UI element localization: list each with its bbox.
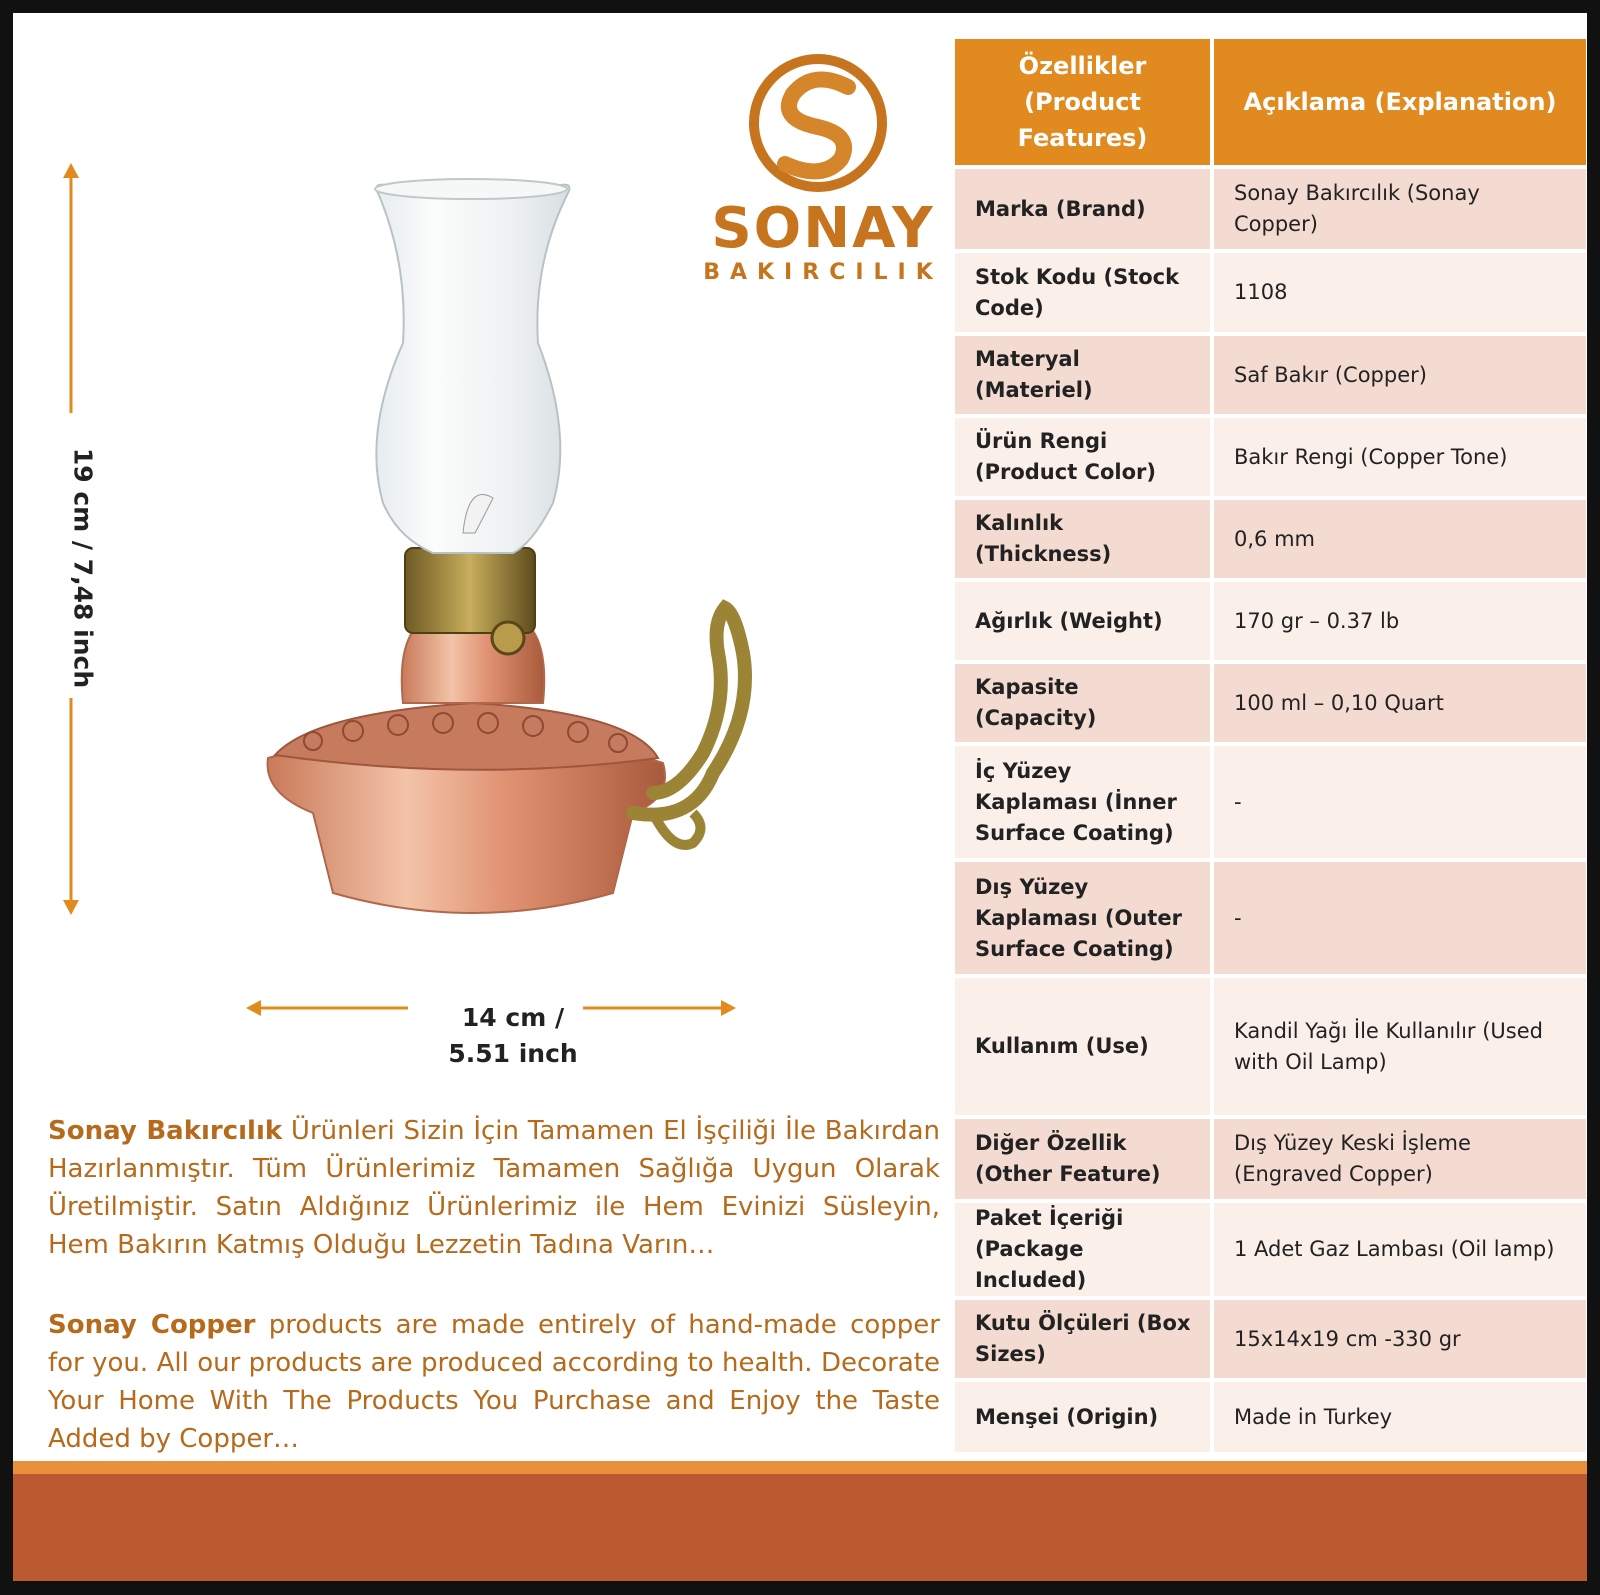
- table-row: [955, 858, 1586, 974]
- table-row: [955, 974, 1586, 1115]
- table-row: [955, 332, 1586, 414]
- header-explanation: Açıklama (Explanation): [1214, 39, 1586, 165]
- table-row: [955, 249, 1586, 332]
- table-row: [955, 742, 1586, 858]
- height-dimension-label: 19 cm / 7,48 inch: [68, 447, 98, 689]
- table-row: [955, 1199, 1586, 1296]
- row-key: Kapasite (Capacity): [955, 660, 1214, 742]
- table-row: [955, 578, 1586, 660]
- table-row: [955, 165, 1586, 249]
- row-value: Dış Yüzey Keski İşleme (Engraved Copper): [1214, 1115, 1586, 1199]
- brand-logo: [703, 49, 943, 289]
- description-text-en: products are made entirely of hand-made copper for you. All our products are produced according to health. Decorate Your Home With The Products You Purchase and Enjoy the Taste Added by Copper…: [48, 1310, 940, 1454]
- row-key: Marka (Brand): [955, 165, 1214, 249]
- specification-table: [955, 39, 1586, 1452]
- row-key: Materyal (Materiel): [955, 332, 1214, 414]
- table-row: [955, 1115, 1586, 1199]
- row-value: 1108: [1214, 249, 1586, 332]
- row-value: -: [1214, 858, 1586, 974]
- row-value: -: [1214, 742, 1586, 858]
- row-value: Kandil Yağı İle Kullanılır (Used with Oil Lamp): [1214, 974, 1586, 1115]
- logo-subtitle: BAKIRCILIK: [703, 260, 943, 285]
- table-row: [955, 1378, 1586, 1452]
- row-value: Sonay Bakırcılık (Sonay Copper): [1214, 165, 1586, 249]
- width-line-1: 14 cm /: [461, 1003, 565, 1032]
- description-text-tr: Ürünleri Sizin İçin Tamamen El İşçiliği İle Bakırdan Hazırlanmıştır. Tüm Ürünlerimiz Tamamen Sağlığa Uygun Olarak Üretilmiştir. Satın Aldığınız Ürünlerimiz ile Hem Evinizi Süsleyin, Hem Bakırın Katmış Olduğu Lezzetin Tadına Varın…: [48, 1116, 941, 1260]
- row-key: Paket İçeriği (Package Included): [955, 1199, 1214, 1296]
- table-header-row: [955, 39, 1586, 165]
- header-features: Özellikler (Product Features): [955, 39, 1214, 165]
- row-key: Diğer Özellik (Other Feature): [955, 1115, 1214, 1199]
- row-key: İç Yüzey Kaplaması (İnner Surface Coating): [955, 742, 1214, 858]
- width-line-2: 5.51 inch: [448, 1039, 578, 1068]
- row-value: 100 ml – 0,10 Quart: [1214, 660, 1586, 742]
- row-key: Ağırlık (Weight): [955, 578, 1214, 660]
- row-key: Kutu Ölçüleri (Box Sizes): [955, 1296, 1214, 1378]
- row-value: 15x14x19 cm -330 gr: [1214, 1296, 1586, 1378]
- brand-name-tr: Sonay Bakırcılık: [48, 1116, 283, 1146]
- row-key: Stok Kodu (Stock Code): [955, 249, 1214, 332]
- row-key: Kalınlık (Thickness): [955, 496, 1214, 578]
- row-value: 1 Adet Gaz Lambası (Oil lamp): [1214, 1199, 1586, 1296]
- logo-emblem-icon: [703, 49, 943, 199]
- row-value: 170 gr – 0.37 lb: [1214, 578, 1586, 660]
- table-row: [955, 496, 1586, 578]
- row-value: 0,6 mm: [1214, 496, 1586, 578]
- table-row: [955, 414, 1586, 496]
- row-key: Dış Yüzey Kaplaması (Outer Surface Coating): [955, 858, 1214, 974]
- brand-name-en: Sonay Copper: [48, 1310, 256, 1340]
- row-value: Saf Bakır (Copper): [1214, 332, 1586, 414]
- row-key: Ürün Rengi (Product Color): [955, 414, 1214, 496]
- table-row: [955, 660, 1586, 742]
- table-row: [955, 1296, 1586, 1378]
- row-value: Bakır Rengi (Copper Tone): [1214, 414, 1586, 496]
- description-turkish: [48, 1112, 940, 1264]
- row-key: Menşei (Origin): [955, 1378, 1214, 1452]
- width-arrow: [13, 13, 773, 1043]
- footer-accent-line: [13, 1461, 1587, 1474]
- footer-bar: [13, 1474, 1587, 1581]
- description-english: [48, 1306, 940, 1458]
- row-value: Made in Turkey: [1214, 1378, 1586, 1452]
- logo-wordmark: SONAY: [711, 196, 935, 261]
- product-sheet: [13, 13, 1587, 1581]
- row-key: Kullanım (Use): [955, 974, 1214, 1115]
- width-dimension-label: [433, 1000, 593, 1072]
